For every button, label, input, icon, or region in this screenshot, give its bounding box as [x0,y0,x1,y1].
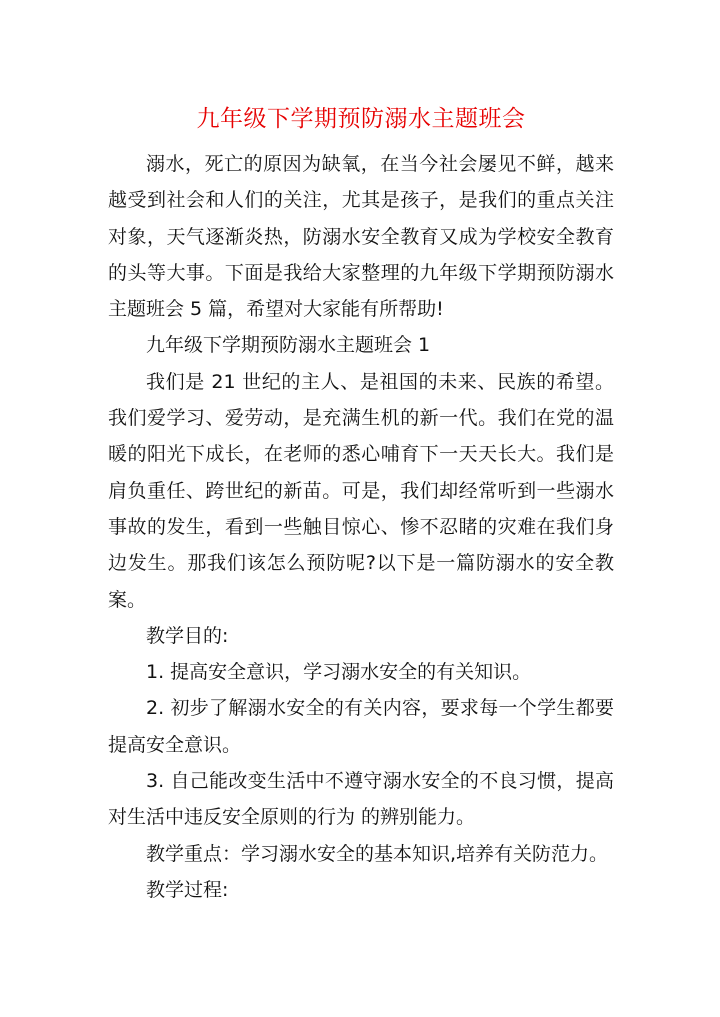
intro-paragraph: 溺水，死亡的原因为缺氧，在当今社会屡见不鲜，越来越受到社会和人们的关注，尤其是孩子，是我们的重点关注对象，天气逐渐炎热，防溺水安全教育又成为学校安全教育的头等大事。下面是我给大家整理的九年级下学期预防溺水主题班会 5 篇，希望对大家能有所帮助! [108,153,614,321]
teaching-goals-heading: 教学目的: [146,624,229,647]
goal-item-3: 3. 自己能改变生活中不遵守溺水安全的不良习惯，提高对生活中违反安全原则的行为 的辨别能力。 [108,770,614,829]
section-heading: 九年级下学期预防溺水主题班会 1 [146,334,431,357]
document-title: 九年级下学期预防溺水主题班会 [196,106,526,132]
document-page [108,96,614,908]
body-paragraph: 我们是 21 世纪的主人、是祖国的未来、民族的希望。我们爱学习、爱劳动，是充满生机的新一代。我们在党的温暖的阳光下成长，在老师的悉心哺育下一天天长大。我们是肩负重任、跨世纪的新苗。可是，我们却经常听到一些溺水事故的发生，看到一些触目惊心、惨不忍睹的灾难在我们身边发生。那我们该怎么预防呢?以下是一篇防溺水的安全教案。 [108,370,614,611]
teaching-focus: 教学重点：学习溺水安全的基本知识,培养有关防范力。 [146,842,609,865]
goal-item-2: 2. 初步了解溺水安全的有关内容，要求每一个学生都要提高安全意识。 [108,697,614,756]
teaching-process-heading: 教学过程: [146,878,229,901]
goal-item-1: 1. 提高安全意识，学习溺水安全的有关知识。 [146,661,532,684]
